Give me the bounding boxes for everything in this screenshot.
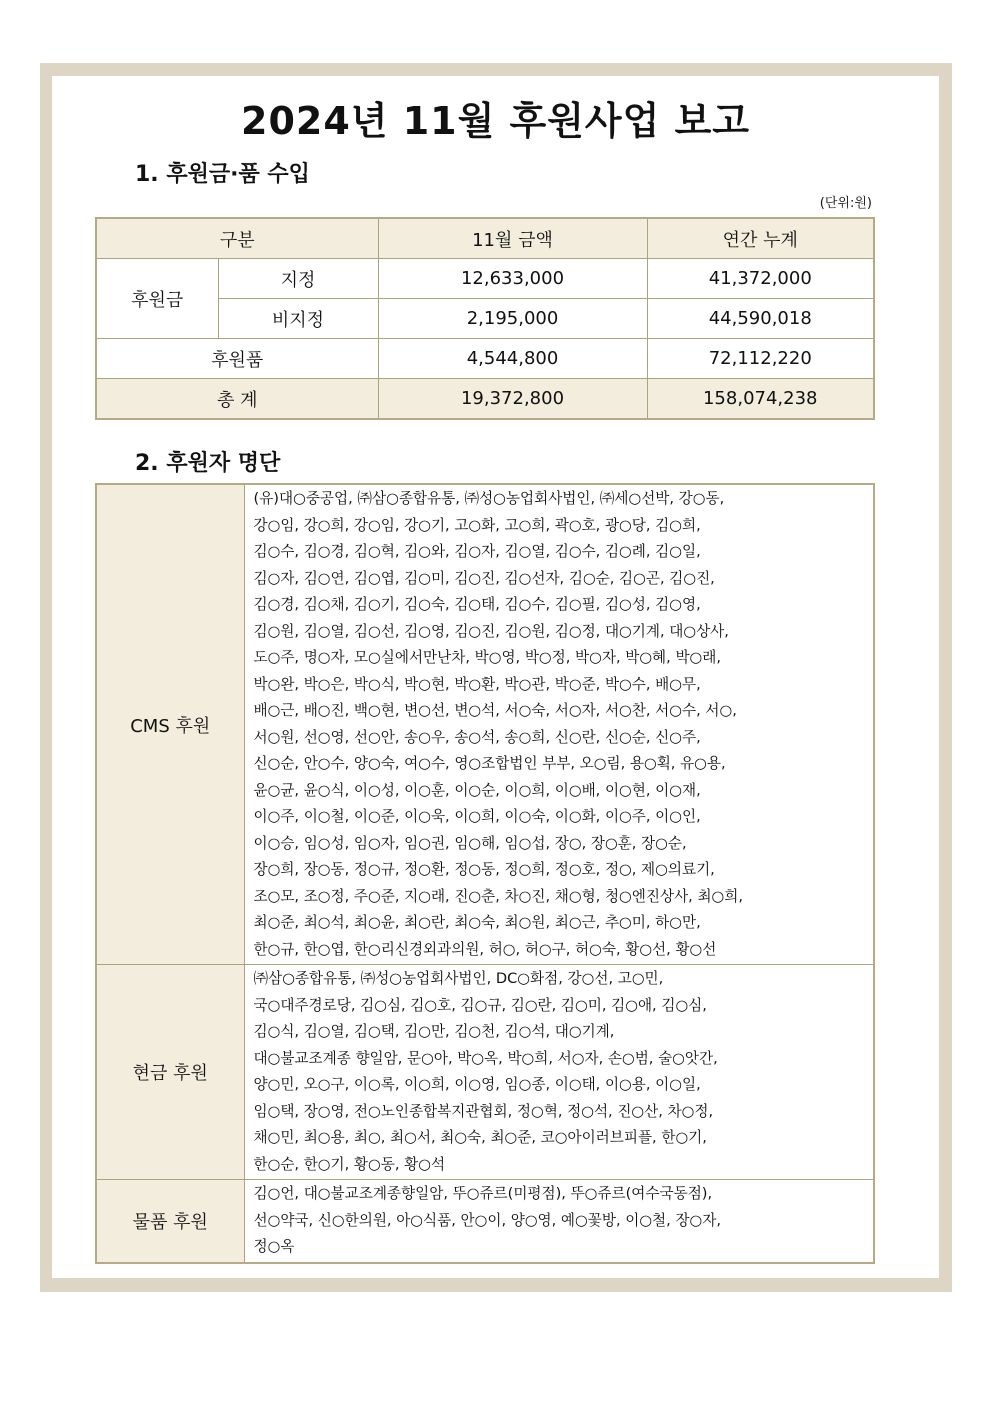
month-amount: 19,372,800 xyxy=(378,379,647,420)
annual-amount: 41,372,000 xyxy=(647,259,874,299)
page-title: 2024년 11월 후원사업 보고 xyxy=(241,99,750,143)
donor-line: 이○주, 이○철, 이○준, 이○욱, 이○희, 이○숙, 이○화, 이○주, 이○인, xyxy=(253,808,701,825)
category-cms: CMS 후원 xyxy=(96,484,244,965)
annual-amount: 44,590,018 xyxy=(647,299,874,339)
group-label-donation: 후원금 xyxy=(96,259,218,339)
table-header-row xyxy=(96,218,874,259)
donor-line: 국○대주경로당, 김○심, 김○호, 김○규, 김○란, 김○미, 김○애, 김○심, xyxy=(253,996,707,1014)
donor-line: 한○순, 한○기, 황○동, 황○석 xyxy=(253,1155,446,1173)
donor-line: 배○근, 배○진, 백○현, 변○선, 변○석, 서○숙, 서○자, 서○찬, 서○수, 서○, xyxy=(253,702,737,719)
donor-line: 박○완, 박○은, 박○식, 박○현, 박○환, 박○관, 박○준, 박○수, 배○무, xyxy=(253,675,701,693)
month-amount: 12,633,000 xyxy=(378,259,647,299)
donor-line: 김○식, 김○열, 김○택, 김○만, 김○천, 김○석, 대○기계, xyxy=(253,1023,615,1040)
row-label: 비지정 xyxy=(218,299,378,339)
donor-names-cash xyxy=(244,965,874,1180)
donor-line: 윤○균, 윤○식, 이○성, 이○훈, 이○순, 이○희, 이○배, 이○현, 이○재, xyxy=(253,781,701,799)
donor-line: 김○자, 김○연, 김○엽, 김○미, 김○진, 김○선자, 김○순, 김○곤, 김○진, xyxy=(253,569,715,587)
donor-line: 대○불교조계종 향일암, 문○아, 박○옥, 박○희, 서○자, 손○범, 술○앗간, xyxy=(253,1049,718,1067)
donor-line: 김○언, 대○불교조계종향일암, 뚜○쥬르(미평점), 뚜○쥬르(여수국동점), xyxy=(253,1185,713,1202)
donor-line: 김○원, 김○열, 김○선, 김○영, 김○진, 김○원, 김○정, 대○기계, 대○상사, xyxy=(253,622,729,640)
header-annual-total: 연간 누계 xyxy=(647,218,874,259)
donor-names-cms xyxy=(244,484,874,965)
table-row xyxy=(96,339,874,379)
donor-line: 서○원, 선○영, 선○안, 송○우, 송○석, 송○희, 신○란, 신○순, 신○주, xyxy=(253,728,701,746)
donor-table xyxy=(95,483,875,1264)
donor-line: 도○주, 명○자, 모○실에서만난차, 박○영, 박○정, 박○자, 박○혜, 박○래, xyxy=(253,649,722,666)
table-row xyxy=(96,965,874,1180)
donor-line: 김○경, 김○채, 김○기, 김○숙, 김○태, 김○수, 김○필, 김○성, 김○영, xyxy=(253,596,701,613)
row-label: 지정 xyxy=(218,259,378,299)
donor-line: 장○희, 장○동, 정○규, 정○환, 정○동, 정○희, 정○호, 정○, 제○의료기, xyxy=(253,861,715,878)
table-row xyxy=(96,259,874,299)
donor-line: 김○수, 김○경, 김○혁, 김○와, 김○자, 김○열, 김○수, 김○례, 김○일, xyxy=(253,543,701,560)
donor-line: 강○임, 강○희, 강○임, 강○기, 고○화, 고○희, 곽○호, 광○당, 김○희, xyxy=(253,516,701,534)
donor-line: 정○옥 xyxy=(253,1238,295,1255)
total-row xyxy=(96,379,874,420)
category-goods: 물품 후원 xyxy=(96,1180,244,1263)
donor-line: 임○택, 장○영, 전○노인종합복지관협회, 정○혁, 정○석, 진○산, 차○정, xyxy=(253,1102,714,1120)
annual-amount: 72,112,220 xyxy=(647,339,874,379)
donor-line: (유)대○중공업, ㈜삼○종합유통, ㈜성○농업회사법인, ㈜세○선박, 강○동, xyxy=(253,490,725,507)
row-label: 후원품 xyxy=(96,339,378,379)
category-cash: 현금 후원 xyxy=(96,965,244,1180)
table-row xyxy=(96,484,874,965)
row-label: 총 계 xyxy=(96,379,378,420)
section-heading-income: 1. 후원금·품 수입 xyxy=(135,162,310,187)
donor-line: 조○모, 조○정, 주○준, 지○래, 진○춘, 차○진, 채○형, 청○엔진상사, 최○희, xyxy=(253,887,744,905)
income-table xyxy=(95,217,875,420)
donor-line: 한○규, 한○엽, 한○리신경외과의원, 허○, 허○구, 허○숙, 황○선, 황○선 xyxy=(253,940,717,958)
header-month-amount: 11월 금액 xyxy=(378,218,647,259)
month-amount: 2,195,000 xyxy=(378,299,647,339)
donor-line: ㈜삼○종합유통, ㈜성○농업회사법인, DC○화점, 강○선, 고○민, xyxy=(253,970,664,987)
donor-line: 채○민, 최○용, 최○, 최○서, 최○숙, 최○준, 코○아이러브피플, 한○기, xyxy=(253,1129,707,1146)
donor-line: 신○순, 안○수, 양○숙, 여○수, 영○조합법인 부부, 오○림, 용○획, 유○용, xyxy=(253,755,726,772)
donor-names-goods xyxy=(244,1180,874,1263)
donor-line: 최○준, 최○석, 최○윤, 최○란, 최○숙, 최○원, 최○근, 추○미, 하○만, xyxy=(253,914,701,931)
header-category: 구분 xyxy=(96,218,378,259)
month-amount: 4,544,800 xyxy=(378,339,647,379)
section-heading-donors: 2. 후원자 명단 xyxy=(135,451,281,476)
unit-label: (단위:원) xyxy=(819,196,872,211)
donor-line: 선○약국, 신○한의원, 아○식품, 안○이, 양○영, 예○꽃방, 이○철, 장○자, xyxy=(253,1211,722,1229)
table-row xyxy=(96,1180,874,1263)
annual-amount: 158,074,238 xyxy=(647,379,874,420)
donor-line: 양○민, 오○구, 이○록, 이○희, 이○영, 임○종, 이○태, 이○용, 이○일, xyxy=(253,1076,701,1093)
donor-line: 이○승, 임○성, 임○자, 임○권, 임○해, 임○섭, 장○, 장○훈, 장○순, xyxy=(253,834,687,852)
